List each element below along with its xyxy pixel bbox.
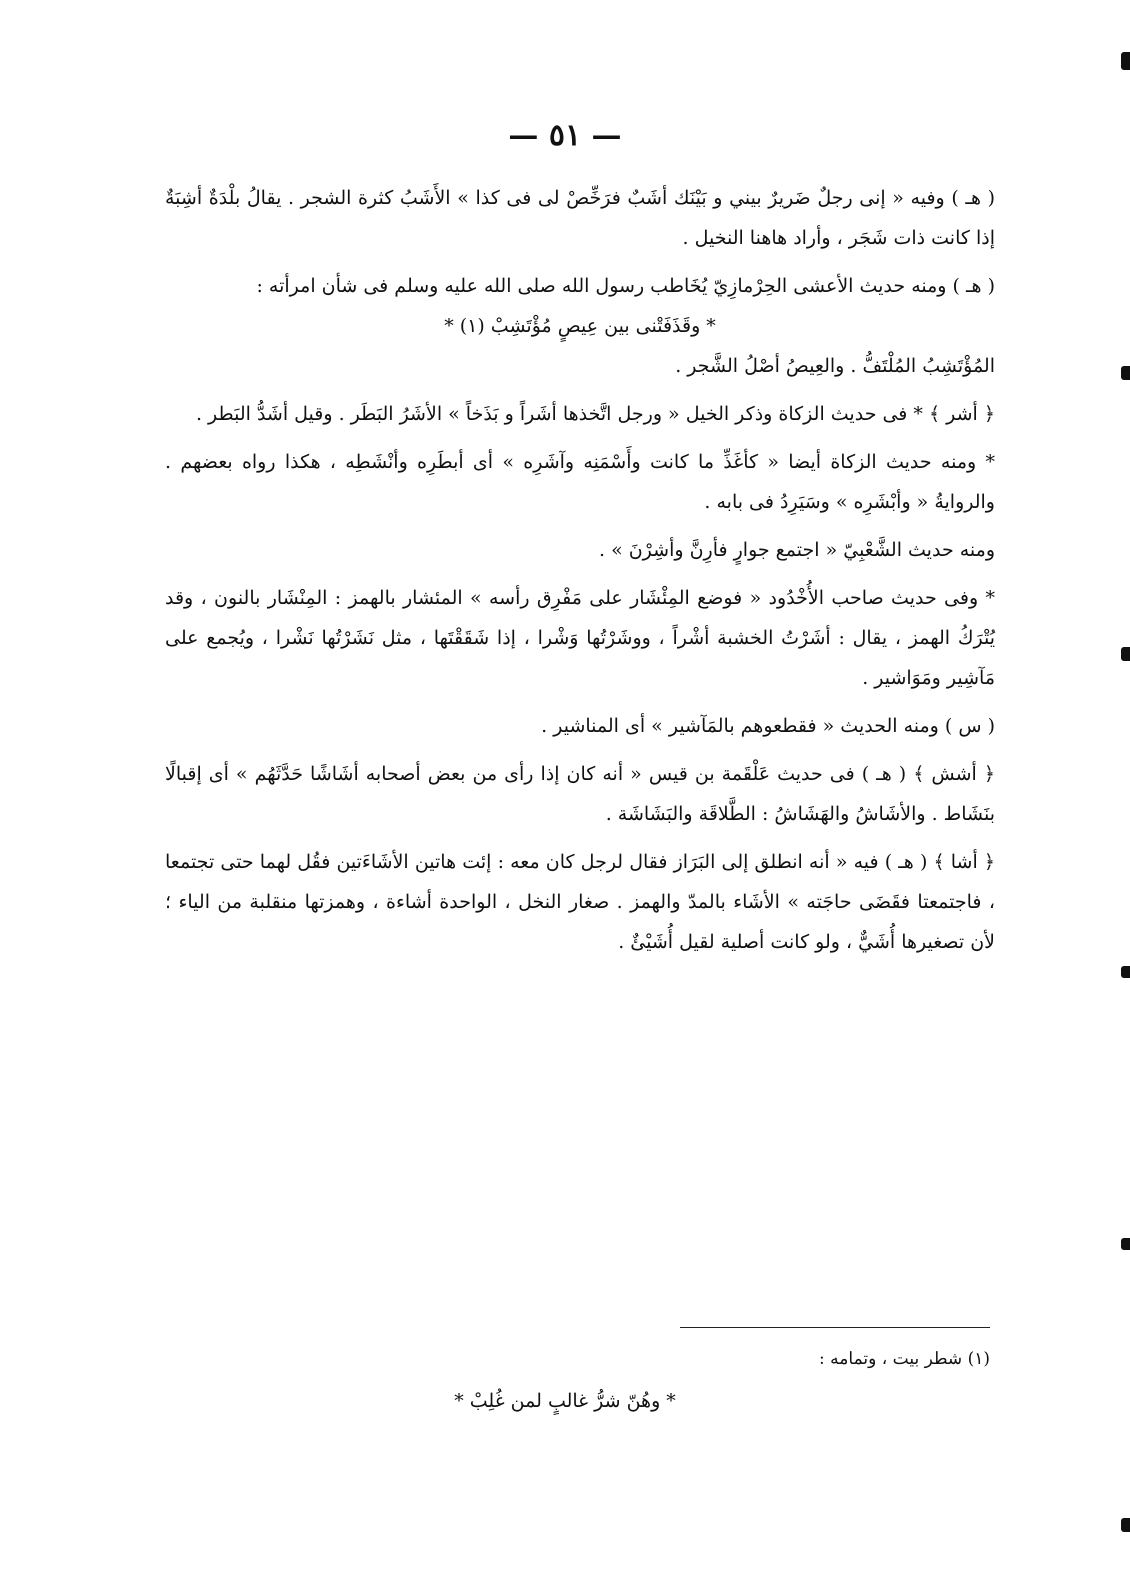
scan-edge-mark bbox=[1121, 1518, 1130, 1532]
footnote-divider bbox=[680, 1327, 990, 1328]
entry-paragraph-ukhdud: * وفى حديث صاحب الأُخْدُود « فوضع المِئْشَار على مَفْرِق رأسه » المئشار بالهمز : المِنْشَار بالنون ، وقد يُتْرَكُ الهمز ، يقال : أشَرْتُ الخشبة أشْراً ، ووشَرْتُها وَشْرا ، إذا شَقَقْتَها ، مثل نَشَرْتُها نَشْرا ، ويُجمع على مَآشِير ومَوَاشير . bbox=[165, 587, 995, 689]
entry-paragraph-ashash: ﴿ أشش ﴾ ( هـ ) فى حديث عَلْقَمة بن قيس « أنه كان إذا رأى من بعض أصحابه أشَاشًا حَدَّثَهُم » أى إقبالًا بنَشَاط . والأشَاشُ والهَشَاشُ : الطَّلاقَة والبَشَاشَة . bbox=[165, 763, 995, 825]
scan-edge-mark bbox=[1121, 366, 1130, 380]
scan-edge-mark bbox=[1121, 966, 1130, 978]
entry-paragraph-ashar: ﴿ أشر ﴾ * فى حديث الزكاة وذكر الخيل « ورجل اتَّخذها أشَراً و بَذَخاً » الأشَرُ البَطَر . وقيل أشَدُّ البَطر . bbox=[195, 403, 995, 425]
scan-edge-mark bbox=[1121, 52, 1130, 70]
entry-paragraph-ashab: ( هـ ) وفيه « إنى رجلٌ ضَريرٌ بيني و بَيْنَك أشَبٌ فرَخِّصْ لى فى كذا » الأَشَبُ كثرة الشجر . يقالُ بلْدَةٌ أشِبَةٌ إذا كانت ذات شَجَر ، وأراد هاهنا النخيل . bbox=[165, 187, 995, 249]
entry-paragraph-zakat: * ومنه حديث الزكاة أيضا « كأغَذِّ ما كانت وأَسْمَنِه وآشَرِه » أى أبطَرِه وأنْشَطِه ، هكذا رواه بعضهم . والروايةُ « وأبْشَرِه » وسَيَرِدُ فى بابه . bbox=[165, 451, 995, 513]
footnote-verse: * وهُنّ شرُّ غالبٍ لمن غُلِبْ * bbox=[454, 1390, 676, 1412]
entry-paragraph-asha: ( هـ ) ومنه حديث الأعشى الحِرْمازِيّ يُخَاطب رسول الله صلى الله عليه وسلم فى شأن امرأته : bbox=[256, 275, 995, 297]
entry-paragraph-maashir: ( س ) ومنه الحديث « فقطعوهم بالمَآشير » أى المناشير . bbox=[541, 715, 995, 737]
verse-gloss: المُؤْتَشِبُ المُلْتَفُّ . والعِيصُ أصْلُ الشَّجر . bbox=[675, 355, 995, 377]
entry-paragraph-asha-palm: ﴿ أشا ﴾ ( هـ ) فيه « أنه انطلق إلى البَرَاز فقال لرجل كان معه : إئت هاتين الأشَاءَتين فقُل لهما حتى تجتمعا ، فاجتمعتا فقَضَى حاجَته » الأشَاء بالمدّ والهمز . صغار النخل ، الواحدة أشاءة ، وهمزتها منقلبة من الياء ؛ لأن تصغيرها أُشَيٌّ ، ولو كانت أصلية لقيل أُشَيْئٌ . bbox=[165, 851, 995, 953]
main-text bbox=[165, 178, 995, 970]
scan-edge-mark bbox=[1121, 647, 1130, 661]
footnote-text: (١) شطر بيت ، وتمامه : bbox=[819, 1349, 990, 1369]
verse-line: * وقَذَفَتْنى بين عِيصٍ مُؤْتَشِبْ (١) * bbox=[444, 315, 716, 337]
page-number: — ٥١ — bbox=[508, 118, 622, 153]
entry-paragraph-shabi: ومنه حديث الشَّعْبِيّ « اجتمع جوارٍ فأرِنَّ وأشِرْنَ » . bbox=[598, 539, 995, 561]
scan-edge-mark bbox=[1121, 1238, 1130, 1250]
